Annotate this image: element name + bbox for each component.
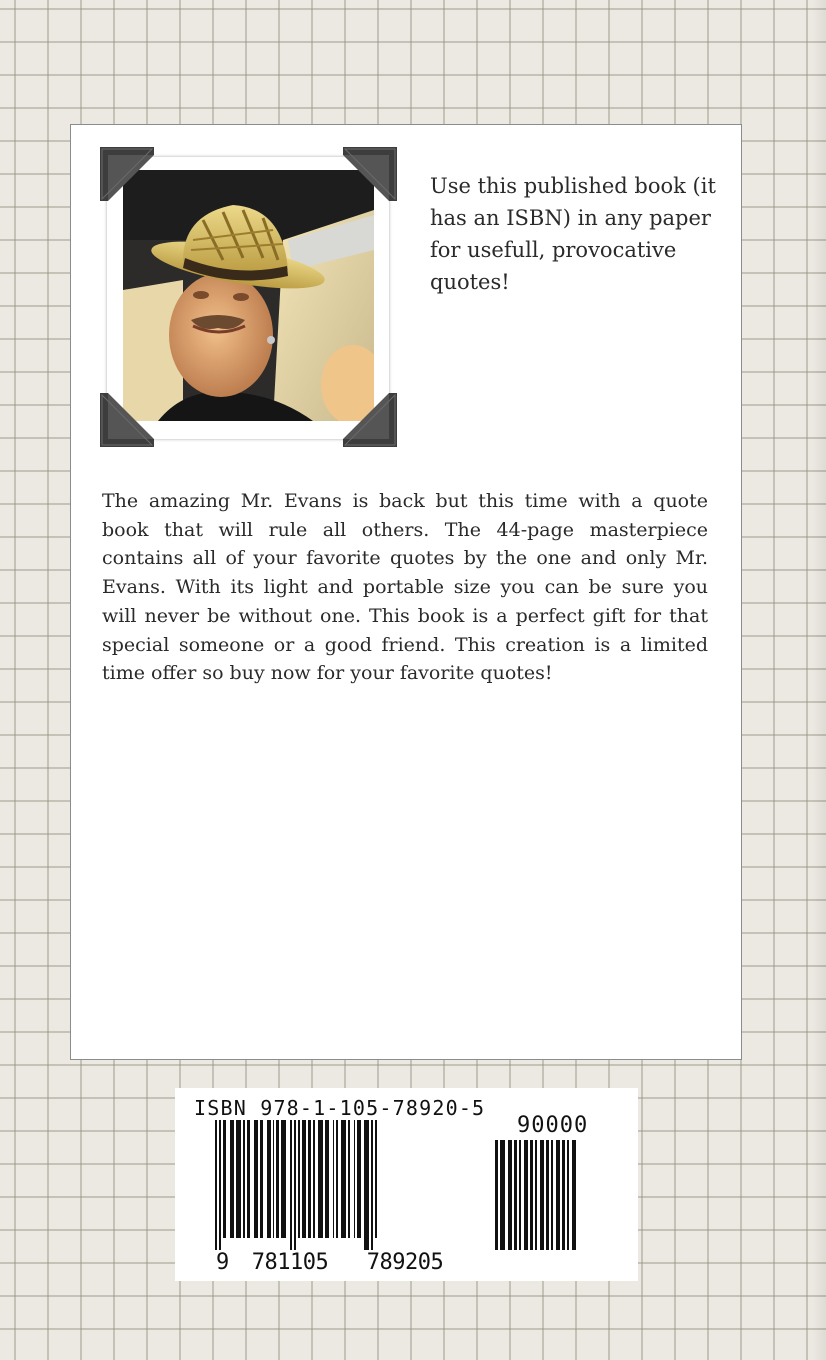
barcode-bar [540,1140,544,1250]
barcode-digits-left: 781105 [251,1250,329,1275]
photo-corner-bottom-left [100,393,154,447]
barcode-bar [556,1140,560,1250]
barcode-bar [371,1120,373,1250]
barcode-bar [364,1120,369,1250]
photo-corner-bottom-right [343,393,397,447]
barcode-bar [230,1120,234,1238]
barcode-bar [524,1140,528,1250]
book-description: The amazing Mr. Evans is back but this time with a quote book that will rule all others. The 44-page masterpiece contains all of your favorite quotes by the one and only Mr. Evans. With its light and portable size you can be sure you will never be without one. This book is a perfect gift for that special someone or a good friend. This creation is a limited time offer so buy now for your favorite quotes! [102,490,708,685]
spine-shadow [812,0,826,1360]
intro-text: Use this published book (it has an ISBN) in any paper for usefull, provocative quotes! [430,174,716,294]
barcode-bar [495,1140,498,1250]
barcode-bar [290,1120,292,1250]
barcode-bar [357,1120,361,1238]
barcode-bar [281,1120,286,1238]
barcode-bar [276,1120,279,1238]
barcode-bar [341,1120,346,1238]
barcode-bar [546,1140,549,1250]
barcode-bar [298,1120,300,1238]
barcode-bar [535,1140,537,1250]
barcode-bar [325,1120,329,1238]
barcode-bar [313,1120,315,1238]
author-photo [123,170,374,421]
barcode-bar [267,1120,271,1238]
barcode-bar [215,1120,217,1250]
barcode-bar [260,1120,263,1238]
barcode-bar [308,1120,311,1238]
barcode-bar [302,1120,306,1238]
barcode-bar [530,1140,533,1250]
barcode-bar [508,1140,512,1250]
barcode-first-digit: 9 [216,1250,230,1275]
barcode-bar [551,1140,553,1250]
isbn-barcode-bars [215,1120,475,1250]
barcode-bar [223,1120,226,1238]
author-photo-image [123,170,374,421]
barcode-bar [562,1140,565,1250]
barcode-bar [500,1140,505,1250]
barcode-bar [294,1120,296,1250]
barcode-bar [519,1140,521,1250]
barcode-bar [254,1120,258,1238]
barcode-bar [243,1120,245,1238]
photo-corner-top-left [100,147,154,201]
barcode-bar [572,1140,576,1250]
barcode-bar [375,1120,377,1238]
barcode-digits-right: 789205 [366,1250,444,1275]
photo-corner-top-right [343,147,397,201]
barcode-bar [236,1120,241,1238]
price-barcode-bars [495,1140,617,1250]
barcode-bar [318,1120,323,1238]
isbn-label: ISBN 978-1-105-78920-5 [194,1096,486,1120]
barcode-bar [219,1120,221,1250]
barcode-bar [567,1140,569,1250]
barcode-bar [514,1140,517,1250]
barcode-bar [348,1120,350,1238]
price-code: 90000 [517,1113,589,1138]
barcode-bar [336,1120,338,1238]
barcode-bar [333,1120,334,1238]
barcode-bar [273,1120,274,1238]
barcode-bar [354,1120,355,1238]
barcode-bar [247,1120,250,1238]
